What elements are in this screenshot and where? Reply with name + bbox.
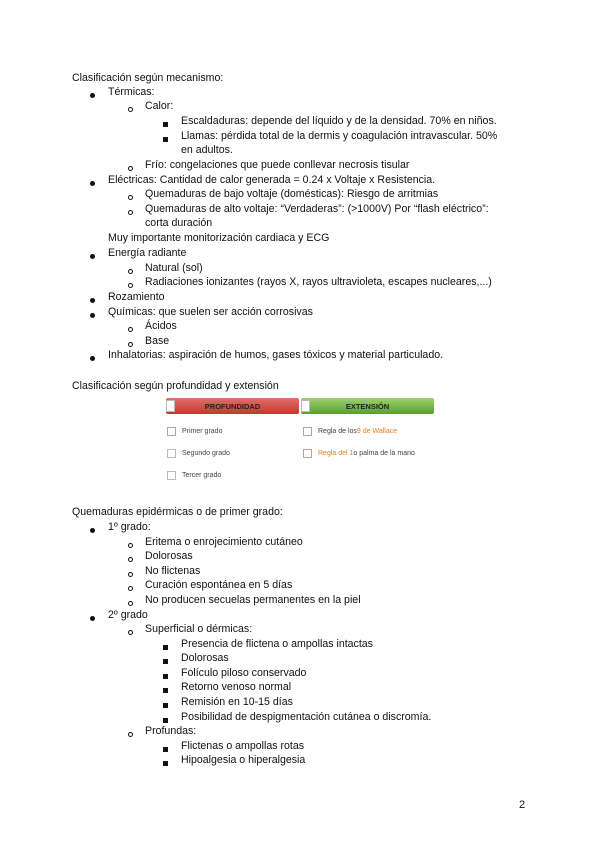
item-termicas: Térmicas: (108, 86, 155, 98)
bullet-square (163, 670, 168, 683)
item-alto-voltaje-cont: corta duración (145, 217, 213, 229)
checkbox-icon (167, 427, 176, 436)
item-natural: Natural (sol) (145, 262, 203, 274)
header-extension: EXTENSIÓN (301, 398, 434, 414)
item-segundo-grado-list: 2º grado (108, 609, 148, 621)
bullet-square (163, 757, 168, 770)
item-escaldaduras: Escaldaduras: depende del líquido y de la densidad. 70% en niños. (181, 115, 497, 127)
header-profundidad: PROFUNDIDAD (166, 398, 299, 414)
tab-corner-icon (301, 400, 310, 412)
item-profundas: Profundas: (145, 725, 197, 737)
item-tercer-grado: Tercer grado (167, 471, 221, 480)
item-alto-voltaje: Quemaduras de alto voltaje: “Verdaderas”: (>1000V) Por “flash eléctrico”: (145, 203, 489, 215)
bullet-circle (128, 626, 133, 639)
bullet-square (163, 133, 168, 146)
item-hipoalgesia: Hipoalgesia o hiperalgesia (181, 754, 306, 766)
bullet-circle (128, 265, 133, 278)
bullet-dot (90, 524, 95, 537)
bullet-circle (128, 206, 133, 219)
checkbox-icon (303, 427, 312, 436)
page-number: 2 (519, 799, 526, 811)
item-flictena-intacta: Presencia de flictena o ampollas intactas (181, 638, 373, 650)
checkbox-icon (303, 449, 312, 458)
bullet-circle (128, 553, 133, 566)
item-dolorosas: Dolorosas (145, 550, 193, 562)
item-regla-nueve: Regla de los 9 de Wallace (303, 427, 397, 436)
item-inhalatorias: Inhalatorias: aspiración de humos, gases tóxicos y material particulado. (108, 349, 444, 361)
note-monitorizacion: Muy importante monitorización cardiaca y ECG (108, 232, 330, 244)
item-no-flictenas: No flictenas (145, 565, 201, 577)
bullet-circle (128, 568, 133, 581)
item-quimicas: Químicas: que suelen ser acción corrosivas (108, 306, 313, 318)
item-primer-grado: Primer grado (167, 427, 222, 436)
item-acidos: Ácidos (145, 320, 177, 332)
item-llamas: Llamas: pérdida total de la dermis y coagulación intravascular. 50% (181, 130, 498, 142)
item-remision: Remisión en 10-15 días (181, 696, 293, 708)
bullet-circle (128, 323, 133, 336)
section-title-profundidad: Clasificación según profundidad y extensión (72, 380, 279, 392)
item-base: Base (145, 335, 170, 347)
item-rozamiento: Rozamiento (108, 291, 165, 303)
bullet-dot (90, 309, 95, 322)
item-secuelas: No producen secuelas permanentes en la piel (145, 594, 361, 606)
bullet-dot (90, 177, 95, 190)
bullet-dot (90, 294, 95, 307)
tab-corner-icon (166, 400, 175, 412)
bullet-dot (90, 352, 95, 365)
bullet-square (163, 684, 168, 697)
bullet-square (163, 743, 168, 756)
item-despigmentacion: Posibilidad de despigmentación cutánea o discromía. (181, 711, 432, 723)
bullet-dot (90, 89, 95, 102)
item-flictenas-rotas: Flictenas o ampollas rotas (181, 740, 305, 752)
item-eritema: Eritema o enrojecimiento cutáneo (145, 536, 303, 548)
item-foliculo: Folículo piloso conservado (181, 667, 307, 679)
item-dolorosas-2: Dolorosas (181, 652, 229, 664)
item-bajo-voltaje: Quemaduras de bajo voltaje (domésticas): Riesgo de arritmias (145, 188, 439, 200)
item-curacion: Curación espontánea en 5 días (145, 579, 293, 591)
item-llamas-cont: en adultos. (181, 144, 233, 156)
checkbox-icon (167, 449, 176, 458)
item-energia: Energía radiante (108, 247, 187, 259)
item-radiaciones: Radiaciones ionizantes (rayos X, rayos ultravioleta, escapes nucleares,...) (145, 276, 492, 288)
item-frio: Frío: congelaciones que puede conllevar necrosis tisular (145, 159, 410, 171)
item-segundo-grado: Segundo grado (167, 449, 230, 458)
bullet-circle (128, 539, 133, 552)
bullet-circle (128, 728, 133, 741)
bullet-square (163, 699, 168, 712)
checkbox-icon (167, 471, 176, 480)
section-title-epidermicas: Quemaduras epidérmicas o de primer grado: (72, 506, 283, 518)
bullet-circle (128, 582, 133, 595)
item-retorno: Retorno venoso normal (181, 681, 292, 693)
bullet-square (163, 118, 168, 131)
item-regla-uno: Regla del 1 o palma de la mano (303, 449, 415, 458)
bullet-circle (128, 103, 133, 116)
bullet-dot (90, 612, 95, 625)
item-calor: Calor: (145, 100, 174, 112)
section-title-mecanismo: Clasificación según mecanismo: (72, 72, 224, 84)
item-electricas: Eléctricas: Cantidad de calor generada = 0.24 x Voltaje x Resistencia. (108, 174, 436, 186)
bullet-square (163, 641, 168, 654)
bullet-circle (128, 191, 133, 204)
item-primer-grado-list: 1º grado: (108, 521, 151, 533)
bullet-dot (90, 250, 95, 263)
bullet-square (163, 655, 168, 668)
item-superficial: Superficial o dérmicas: (145, 623, 253, 635)
